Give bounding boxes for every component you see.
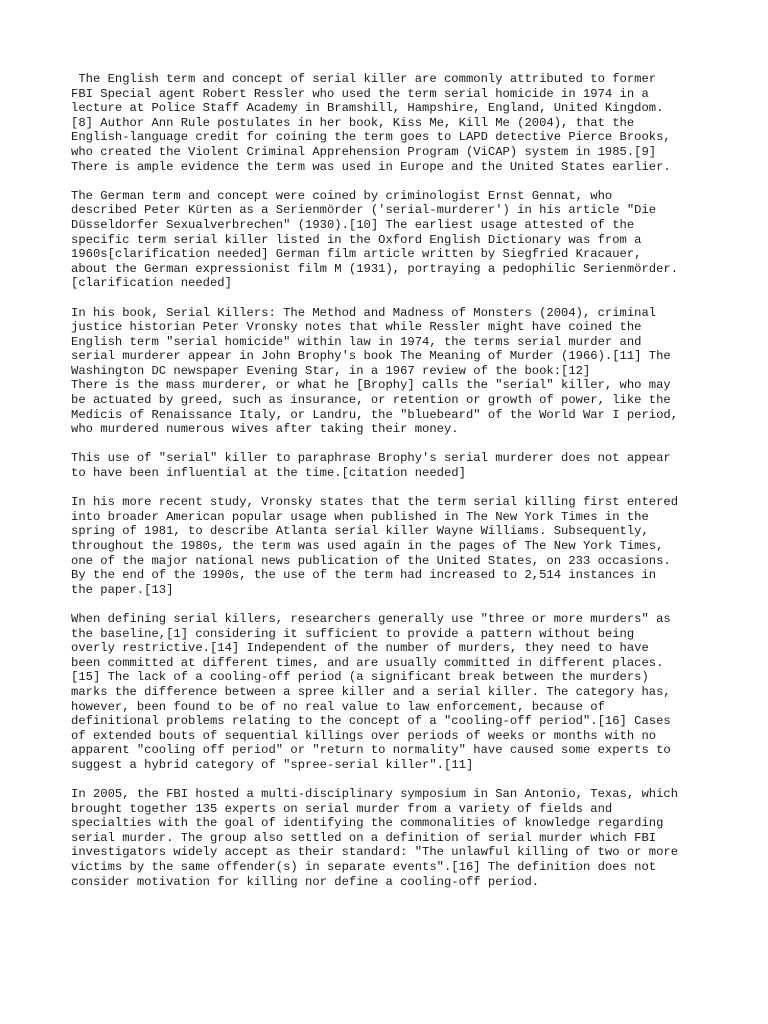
paragraph-brophy-usage: This use of "serial" killer to paraphrase Brophy's serial murderer does not appear to have been influential at the time.[citation needed] [71,451,671,481]
paragraph-fbi-symposium: In 2005, the FBI hosted a multi-disciplinary symposium in San Antonio, Texas, which brought together 135 experts on serial murder from a variety of fields and specialties with the goal of identifying the commonalities of knowledge regarding serial murder. The group also settled on a definition of serial murder which FBI investigators widely accept as their standard: "The unlawful killing of two or more victims by the same offender(s) in separate events".[16] The definition does not consider motivation for killing nor define a cooling-off period. [71,787,679,889]
document-page [71,72,721,904]
paragraph-definition: When defining serial killers, researchers generally use "three or more murders" as the baseline,[1] considering it sufficient to provide a pattern without being overly restrictive.[14] Independent of the number of murders, they need to have been committed at different times, and are usually committed in different places. [15] The lack of a cooling-off period (a significant break between the murders) marks the difference between a spree killer and a serial killer. The category has, however, been found to be of no real value to law enforcement, because of definitional problems relating to the concept of a "cooling-off period".[16] Cases of extended bouts of sequential killings over periods of weeks or months with no apparent "cooling off period" or "return to normality" have caused some experts to suggest a hybrid category of "spree-serial killer".[11] [71,611,671,772]
paragraph-vronsky-book: In his book, Serial Killers: The Method and Madness of Monsters (2004), criminal justice historian Peter Vronsky notes that while Ressler might have coined the English term "serial homicide" within law in 1974, the terms serial murder and serial murderer appear in John Brophy's book The Meaning of Murder (1966).[11] The Washington DC newspaper Evening Star, in a 1967 review of the book:[12] There is the mass murderer, or what he [Brophy] calls the "serial" killer, who may be actuated by greed, such as insurance, or retention or growth of power, like the Medicis of Renaissance Italy, or Landru, the "bluebeard" of the World War I period, who murdered numerous wives after taking their money. [71,305,679,437]
paragraph-nyt-usage: In his more recent study, Vronsky states that the term serial killing first entered into broader American popular usage when published in The New York Times in the spring of 1981, to describe Atlanta serial killer Wayne Williams. Subsequently, throughout the 1980s, the term was used again in the pages of The New York Times, one of the major national news publication of the United States, on 233 occasions. By the end of the 1990s, the use of the term had increased to 2,514 instances in the paper.[13] [71,495,679,597]
paragraph-german-term: The German term and concept were coined by criminologist Ernst Gennat, who described Peter Kürten as a Serienmörder ('serial-murderer') in his article "Die Düsseldorfer Sexualverbrechen" (1930).[10] The earliest usage attested of the specific term serial killer listed in the Oxford English Dictionary was from a 1960s[clarification needed] German film article written by Siegfried Kracauer, about the German expressionist film M (1931), portraying a pedophilic Serienmörder. [clarification needed] [71,188,679,291]
paragraph-term-origin: The English term and concept of serial killer are commonly attributed to former FBI Special agent Robert Ressler who used the term serial homicide in 1974 in a lecture at Police Staff Academy in Bramshill, Hampshire, England, United Kingdom. [8] Author Ann Rule postulates in her book, Kiss Me, Kill Me (2004), that the English-language credit for coining the term goes to LAPD detective Pierce Brooks, who created the Violent Criminal Apprehension Program (ViCAP) system in 1985.[9] There is ample evidence the term was used in Europe and the United States earlier. [71,72,671,174]
